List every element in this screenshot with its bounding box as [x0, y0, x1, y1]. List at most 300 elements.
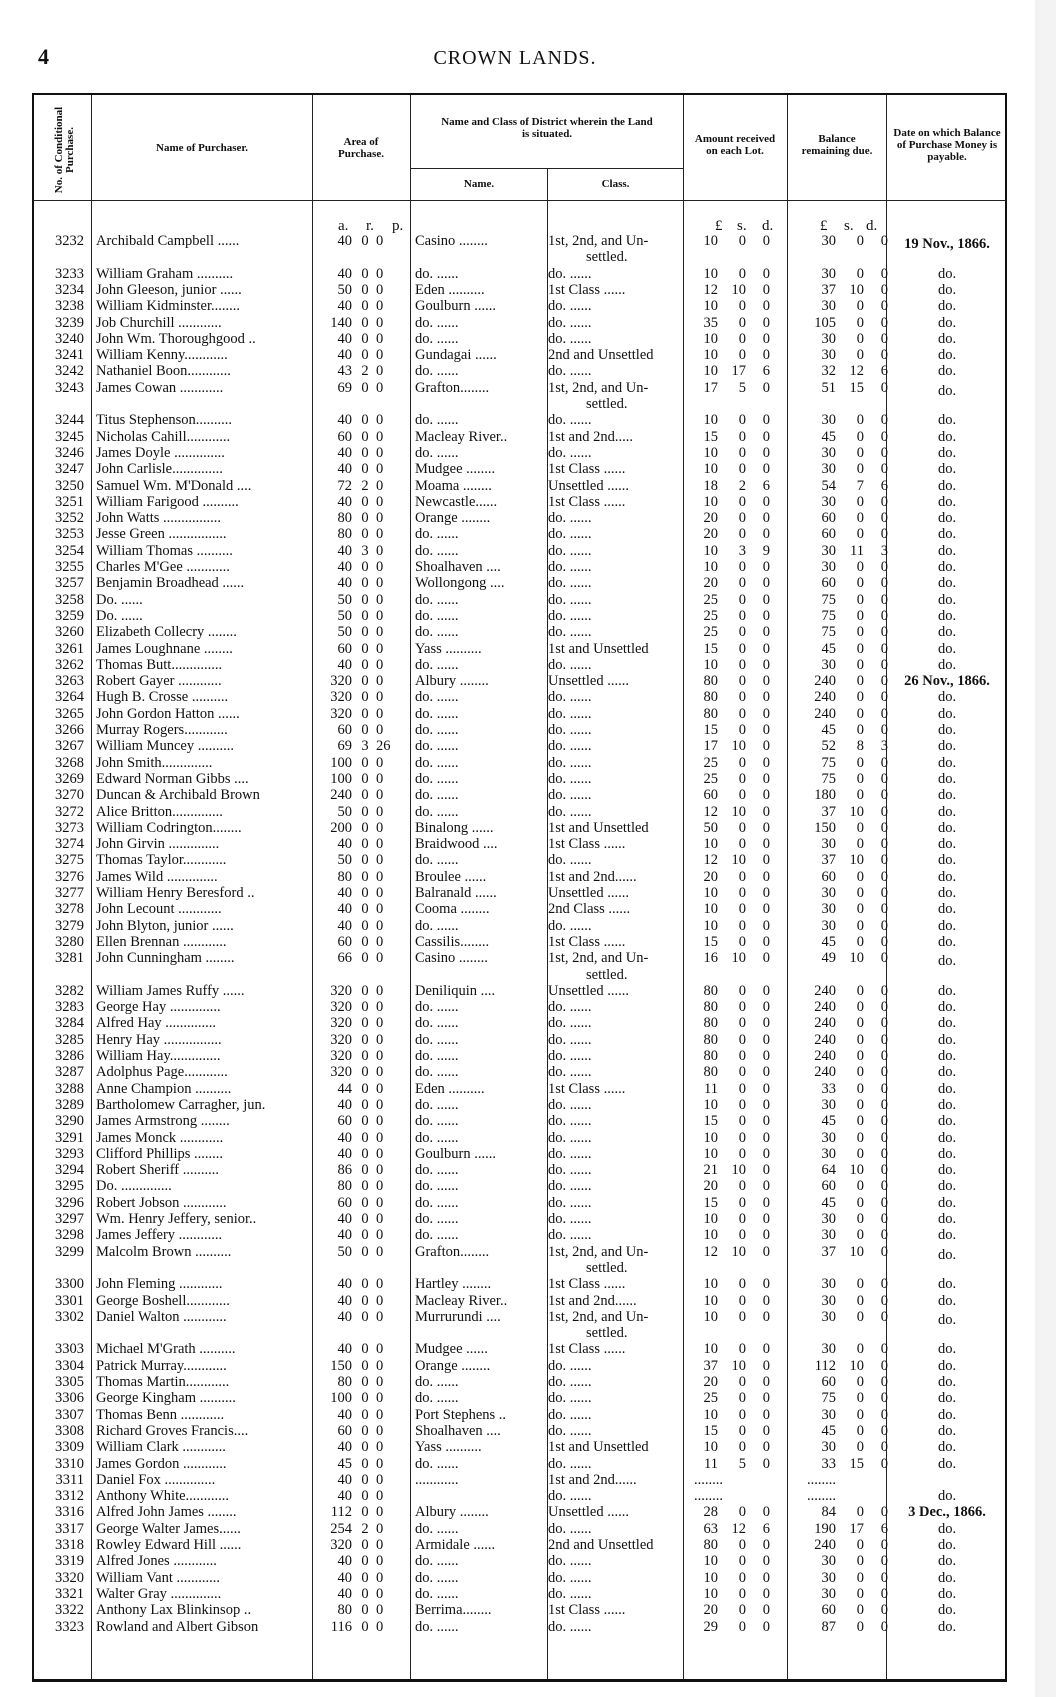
district-name: Mudgee ........: [415, 461, 496, 478]
amount-received: 15: [703, 1194, 718, 1211]
balance-due: 0: [856, 624, 864, 641]
row-number: 3316: [55, 1504, 84, 1521]
district-class: 2nd and Unsettled: [548, 347, 654, 364]
area-acres: 40: [337, 1145, 352, 1162]
district-class-continuation: settled.: [586, 1325, 628, 1342]
balance-due: 0: [880, 819, 888, 836]
amount-received: 10: [703, 412, 718, 429]
area-perches: 0: [376, 1618, 384, 1635]
area-acres: 40: [337, 836, 352, 853]
district-name: do. ......: [415, 1178, 459, 1195]
amount-received: 0: [738, 770, 746, 787]
unit-pence: d.: [866, 218, 878, 234]
row-number: 3244: [55, 412, 84, 429]
purchaser-name: Michael M'Grath ..........: [96, 1341, 236, 1358]
balance-due: 17: [849, 1520, 864, 1537]
table-row: [0, 771, 1030, 787]
amount-received: 0: [738, 1113, 746, 1130]
district-class: do. ......: [548, 689, 592, 706]
area-acres: 80: [337, 510, 352, 527]
area-roods: 0: [361, 591, 369, 608]
purchaser-name: Do. ......: [96, 607, 143, 624]
balance-due: 105: [814, 314, 836, 331]
area-roods: 0: [361, 1406, 369, 1423]
amount-received: 0: [762, 1504, 770, 1521]
district-name: do. ......: [415, 1031, 459, 1048]
payable-date: do.: [937, 1276, 957, 1293]
area-roods: 0: [361, 705, 369, 722]
area-acres: 100: [330, 770, 352, 787]
area-acres: 40: [337, 1341, 352, 1358]
district-class: 1st and 2nd......: [548, 868, 637, 885]
area-perches: 0: [376, 852, 384, 869]
district-name: do. ......: [415, 1569, 459, 1586]
balance-due: 0: [856, 1227, 864, 1244]
balance-due: 0: [856, 347, 864, 364]
balance-due: 0: [880, 607, 888, 624]
balance-due: 0: [856, 754, 864, 771]
balance-due: 75: [821, 624, 836, 641]
district-name: do. ......: [415, 444, 459, 461]
header-purchaser: Name of Purchaser.: [156, 142, 248, 154]
row-number: 3240: [55, 330, 84, 347]
table-row: [0, 1130, 1030, 1146]
balance-due: 0: [880, 1618, 888, 1635]
area-acres: 50: [337, 607, 352, 624]
table-row: [0, 1015, 1030, 1031]
balance-due: 0: [856, 836, 864, 853]
district-name: Murrurundi ....: [415, 1308, 501, 1325]
district-name: Eden ..........: [415, 1080, 485, 1097]
amount-received: 21: [703, 1162, 718, 1179]
district-class: do. ......: [548, 314, 592, 331]
balance-due: 0: [856, 1292, 864, 1309]
district-name: Cassilis........: [415, 933, 490, 950]
balance-due: 60: [821, 575, 836, 592]
purchaser-name: George Boshell............: [96, 1292, 230, 1309]
balance-due: 0: [856, 510, 864, 527]
area-acres: 320: [330, 1537, 352, 1553]
table-row: [0, 1178, 1030, 1194]
amount-received: 10: [703, 1406, 718, 1423]
table-row: [0, 1439, 1030, 1455]
balance-due: 240: [814, 1064, 836, 1081]
balance-due: 30: [821, 298, 836, 315]
row-number: 3294: [55, 1162, 84, 1179]
payable-date: 26 Nov., 1866.: [904, 673, 990, 690]
area-acres: 60: [337, 1422, 352, 1439]
area-roods: 0: [361, 1471, 369, 1488]
district-name: Moama ........: [415, 477, 492, 494]
amount-received: 12: [731, 1520, 746, 1537]
header-date: Date on which Balance of Purchase Money is payable.: [893, 127, 1001, 163]
table-row: [0, 559, 1030, 575]
payable-date: do.: [937, 265, 957, 282]
area-roods: 0: [361, 1504, 369, 1521]
area-acres: 240: [330, 787, 352, 804]
balance-due: 45: [821, 1422, 836, 1439]
district-name: Grafton........: [415, 379, 490, 396]
area-acres: 40: [337, 330, 352, 347]
balance-due: 30: [821, 330, 836, 347]
balance-due: 0: [856, 656, 864, 673]
payable-date: do.: [937, 1211, 957, 1227]
balance-due: 0: [880, 836, 888, 853]
district-class: do. ......: [548, 526, 592, 543]
district-class: 1st Class ......: [548, 933, 626, 950]
area-perches: 0: [376, 1422, 384, 1439]
purchaser-name: Alfred Jones ............: [96, 1553, 217, 1570]
area-roods: 0: [361, 1162, 369, 1179]
row-number: 3311: [55, 1471, 84, 1488]
purchaser-name: Titus Stephenson..........: [96, 412, 233, 429]
row-number: 3281: [55, 950, 84, 967]
amount-received: 10: [703, 901, 718, 918]
amount-received: 15: [703, 428, 718, 445]
table-row: [0, 1211, 1030, 1227]
area-roods: 0: [361, 1227, 369, 1244]
row-number: 3317: [55, 1520, 84, 1537]
balance-due: 0: [880, 1015, 888, 1032]
page-number: 4: [38, 44, 49, 69]
balance-due: 240: [814, 689, 836, 706]
amount-received: 15: [703, 722, 718, 738]
purchaser-name: John Gordon Hatton ......: [96, 705, 240, 722]
area-perches: 0: [376, 1162, 384, 1179]
purchaser-name: John Lecount ............: [96, 901, 222, 918]
purchaser-name: Job Churchill ............: [96, 314, 222, 331]
amount-received: 0: [738, 412, 746, 429]
area-acres: 66: [337, 950, 352, 967]
district-name: do. ......: [415, 1374, 459, 1390]
payable-date: do.: [937, 1439, 957, 1456]
area-perches: 0: [376, 1292, 384, 1309]
table-row: [0, 869, 1030, 885]
area-perches: 0: [376, 754, 384, 771]
area-roods: 0: [361, 999, 369, 1016]
amount-received: 17: [703, 738, 718, 755]
balance-due: 0: [880, 852, 888, 869]
table-row: [0, 641, 1030, 657]
balance-due: 0: [856, 933, 864, 950]
table-row: [0, 379, 1030, 399]
amount-received: 0: [738, 1374, 746, 1390]
area-perches: 0: [376, 1357, 384, 1374]
area-roods: 0: [361, 868, 369, 885]
purchaser-name: James Cowan ............: [96, 379, 224, 396]
table-row: [0, 1243, 1030, 1263]
purchaser-name: John Blyton, junior ......: [96, 917, 234, 934]
balance-due: 0: [880, 591, 888, 608]
row-number: 3253: [55, 526, 84, 543]
area-roods: 0: [361, 347, 369, 364]
amount-received: 0: [762, 1096, 770, 1113]
area-acres: 40: [337, 1439, 352, 1456]
amount-received: 0: [762, 885, 770, 901]
balance-due: 0: [856, 1439, 864, 1456]
row-number: 3307: [55, 1406, 84, 1423]
balance-due: 0: [856, 819, 864, 836]
area-acres: 80: [337, 868, 352, 885]
purchaser-name: James Wild ..............: [96, 868, 218, 885]
balance-due: 37: [821, 1243, 836, 1260]
payable-date: do.: [937, 819, 957, 836]
balance-due: 0: [880, 1455, 888, 1472]
area-acres: 200: [330, 819, 352, 836]
purchaser-name: Alice Britton..............: [96, 803, 223, 820]
balance-due: 60: [821, 1374, 836, 1390]
area-roods: 0: [361, 1276, 369, 1293]
table-row: [0, 1048, 1030, 1064]
amount-received: 0: [738, 1178, 746, 1195]
amount-received: 0: [762, 982, 770, 999]
row-number: 3246: [55, 444, 84, 461]
row-number: 3282: [55, 982, 84, 999]
amount-received: 20: [703, 1178, 718, 1195]
amount-received: 0: [762, 1031, 770, 1048]
payable-date: do.: [937, 640, 957, 657]
amount-received: 0: [762, 444, 770, 461]
area-acres: 40: [337, 542, 352, 559]
row-number: 3260: [55, 624, 84, 641]
district-name: do. ......: [415, 330, 459, 347]
area-acres: 60: [337, 1194, 352, 1211]
balance-due: 45: [821, 1113, 836, 1130]
balance-due: 0: [856, 982, 864, 999]
balance-due: 32: [821, 363, 836, 380]
balance-due: 0: [880, 917, 888, 934]
balance-due: 75: [821, 1390, 836, 1407]
district-class: 1st Class ......: [548, 1276, 626, 1293]
area-perches: 0: [376, 1243, 384, 1260]
balance-due: 30: [821, 1129, 836, 1146]
balance-due: 30: [821, 836, 836, 853]
table-row: [0, 1521, 1030, 1537]
row-number: 3290: [55, 1113, 84, 1130]
table-row: [0, 608, 1030, 624]
table-row: [0, 331, 1030, 347]
amount-received: 0: [762, 281, 770, 298]
unit-shillings: s.: [844, 218, 854, 234]
balance-due: 0: [856, 1537, 864, 1553]
area-roods: 0: [361, 1048, 369, 1064]
district-class-continuation: settled.: [586, 249, 628, 266]
amount-received: 10: [731, 803, 746, 820]
amount-received: 0: [762, 330, 770, 347]
table-row: [0, 950, 1030, 970]
header-amount: Amount received on each Lot.: [694, 133, 776, 157]
area-roods: 0: [361, 640, 369, 657]
area-roods: 0: [361, 1569, 369, 1586]
amount-received: 20: [703, 510, 718, 527]
unit-acres: a.: [338, 218, 349, 234]
payable-date: do.: [937, 1520, 957, 1537]
payable-date: do.: [937, 382, 957, 399]
balance-due: 0: [880, 1537, 888, 1553]
purchaser-name: William Thomas ..........: [96, 542, 233, 559]
area-roods: 0: [361, 656, 369, 673]
district-name: do. ......: [415, 999, 459, 1016]
district-name: Broulee ......: [415, 868, 487, 885]
amount-received: 0: [762, 754, 770, 771]
area-roods: 0: [361, 722, 369, 738]
table-row: [0, 901, 1030, 917]
payable-date: do.: [937, 1537, 957, 1553]
district-class: do. ......: [548, 1618, 592, 1635]
amount-received: 0: [762, 493, 770, 510]
table-row-continuation: [0, 1325, 1030, 1341]
balance-due: 60: [821, 868, 836, 885]
area-perches: 0: [376, 1341, 384, 1358]
district-name: Shoalhaven ....: [415, 559, 501, 575]
amount-received: 10: [703, 917, 718, 934]
area-acres: 40: [337, 1488, 352, 1505]
amount-received: 80: [703, 1015, 718, 1032]
area-acres: 60: [337, 1113, 352, 1130]
amount-received: 6: [762, 363, 770, 380]
purchaser-name: Rowley Edward Hill ......: [96, 1537, 242, 1553]
area-roods: 2: [361, 477, 369, 494]
row-number: 3304: [55, 1357, 84, 1374]
amount-received: 0: [738, 1422, 746, 1439]
area-acres: 50: [337, 591, 352, 608]
amount-received: 9: [762, 542, 770, 559]
balance-due: 52: [821, 738, 836, 755]
district-name: Deniliquin ....: [415, 982, 496, 999]
area-roods: 0: [361, 526, 369, 543]
amount-received: 17: [703, 379, 718, 396]
area-perches: 0: [376, 933, 384, 950]
area-perches: 0: [376, 1015, 384, 1032]
amount-received: 0: [738, 444, 746, 461]
purchaser-name: Patrick Murray............: [96, 1357, 227, 1374]
row-number: 3312: [55, 1488, 84, 1505]
amount-received: 0: [762, 1113, 770, 1130]
balance-due: 0: [856, 233, 864, 249]
table-row: [0, 1341, 1030, 1357]
row-number: 3279: [55, 917, 84, 934]
balance-due: 0: [880, 1162, 888, 1179]
area-perches: 0: [376, 868, 384, 885]
area-roods: 0: [361, 1602, 369, 1619]
row-number: 3318: [55, 1537, 84, 1553]
purchaser-name: Elizabeth Collecry ........: [96, 624, 237, 641]
row-number: 3310: [55, 1455, 84, 1472]
district-class: do. ......: [548, 591, 592, 608]
payable-date: do.: [937, 1064, 957, 1081]
purchaser-name: Bartholomew Carragher, jun.: [96, 1096, 266, 1113]
payable-date: do.: [937, 1488, 957, 1505]
table-row: [0, 1293, 1030, 1309]
area-roods: 0: [361, 444, 369, 461]
page-edge: [1035, 0, 1056, 1697]
balance-due: 0: [856, 298, 864, 315]
balance-due: 0: [880, 1374, 888, 1390]
balance-due: 0: [856, 1145, 864, 1162]
amount-received: 10: [703, 330, 718, 347]
amount-received: 10: [703, 1276, 718, 1293]
area-acres: 40: [337, 265, 352, 282]
row-number: 3323: [55, 1618, 84, 1635]
amount-received: 0: [738, 559, 746, 575]
row-number: 3259: [55, 607, 84, 624]
payable-date: do.: [937, 1015, 957, 1032]
payable-date: 19 Nov., 1866.: [904, 236, 990, 252]
area-acres: 60: [337, 640, 352, 657]
amount-received: 0: [762, 347, 770, 364]
area-roods: 0: [361, 836, 369, 853]
amount-received: 0: [738, 624, 746, 641]
balance-due: 87: [821, 1618, 836, 1635]
amount-received: 10: [703, 885, 718, 901]
balance-due: 30: [821, 1227, 836, 1244]
balance-due: 49: [821, 950, 836, 967]
header-conditional-no: No. of Conditional Purchase.: [53, 106, 76, 194]
balance-due: 0: [880, 999, 888, 1016]
row-number: 3263: [55, 673, 84, 690]
district-name: Grafton........: [415, 1243, 490, 1260]
district-name: Goulburn ......: [415, 298, 496, 315]
amount-received: 0: [762, 689, 770, 706]
amount-received: 0: [738, 607, 746, 624]
payable-date: do.: [937, 1048, 957, 1064]
district-name: do. ......: [415, 803, 459, 820]
payable-date: do.: [937, 575, 957, 592]
payable-date: do.: [937, 901, 957, 918]
amount-received: 0: [762, 1194, 770, 1211]
payable-date: do.: [937, 868, 957, 885]
district-class: do. ......: [548, 1211, 592, 1227]
district-class: 1st, 2nd, and Un-: [548, 1308, 649, 1325]
area-acres: 112: [330, 1504, 352, 1521]
area-perches: 0: [376, 787, 384, 804]
purchaser-name: Thomas Butt..............: [96, 656, 223, 673]
amount-received: 25: [703, 591, 718, 608]
balance-due: 0: [880, 1585, 888, 1602]
amount-received: 0: [738, 787, 746, 804]
area-perches: 0: [376, 526, 384, 543]
area-perches: 0: [376, 1129, 384, 1146]
amount-received: 10: [731, 1357, 746, 1374]
area-perches: 0: [376, 428, 384, 445]
amount-received: 0: [762, 770, 770, 787]
area-roods: 0: [361, 754, 369, 771]
balance-due: 64: [821, 1162, 836, 1179]
balance-due: 0: [880, 803, 888, 820]
district-class: do. ......: [548, 1422, 592, 1439]
payable-date: do.: [937, 1031, 957, 1048]
purchaser-name: Alfred Hay ..............: [96, 1015, 217, 1032]
district-class: do. ......: [548, 917, 592, 934]
area-acres: 320: [330, 705, 352, 722]
payable-date: do.: [937, 1080, 957, 1097]
purchaser-name: Robert Gayer ............: [96, 673, 222, 690]
area-perches: 0: [376, 640, 384, 657]
area-acres: 40: [337, 347, 352, 364]
district-name: Cooma ........: [415, 901, 490, 918]
amount-received: 0: [762, 526, 770, 543]
payable-date: do.: [937, 1374, 957, 1390]
district-name: Yass ..........: [415, 640, 482, 657]
amount-received: 25: [703, 770, 718, 787]
amount-received: 0: [738, 705, 746, 722]
amount-received: 0: [762, 787, 770, 804]
balance-due: 0: [880, 461, 888, 478]
amount-received: 0: [762, 950, 770, 967]
district-name: do. ......: [415, 722, 459, 738]
amount-received: 0: [762, 591, 770, 608]
area-perches: 0: [376, 347, 384, 364]
